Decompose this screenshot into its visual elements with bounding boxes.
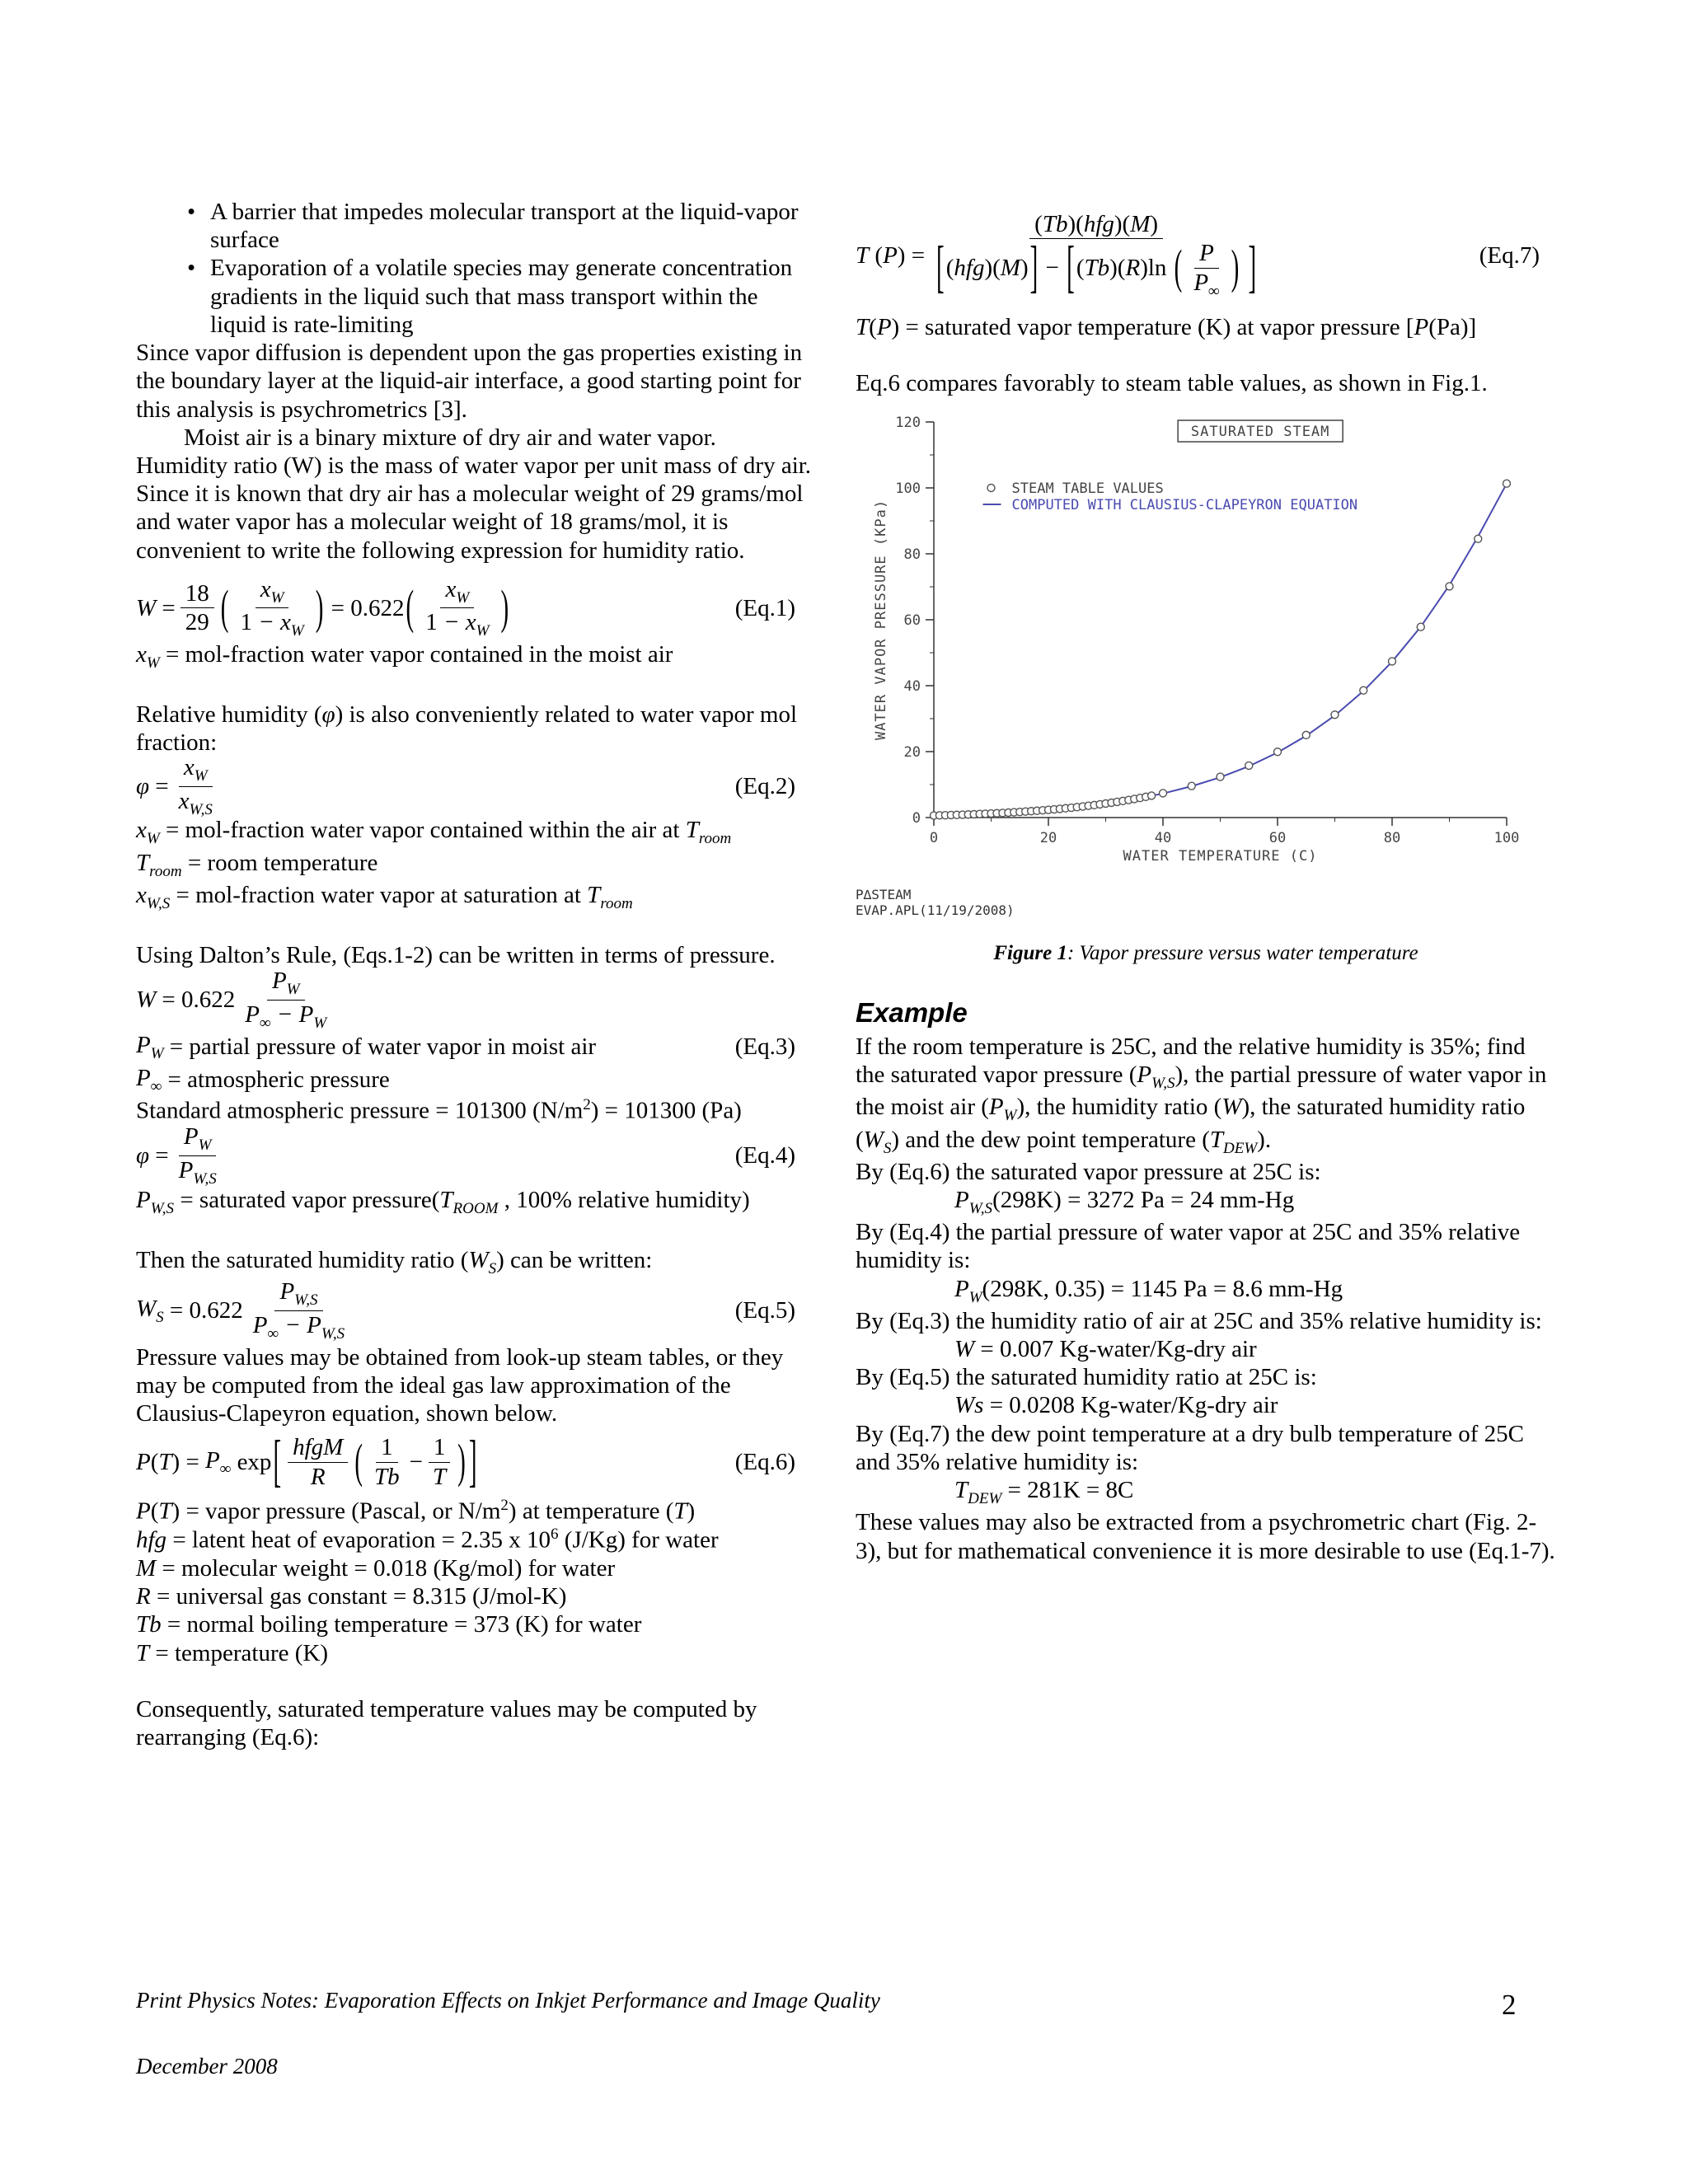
example-result: Ws = 0.0208 Kg-water/Kg-dry air xyxy=(954,1392,1278,1419)
x-axis-label: WATER TEMPERATURE (C) xyxy=(1123,848,1318,865)
equation-3-def: $P_\infty$ = atmospheric pressure xyxy=(136,1064,390,1095)
y-tick-label: 100 xyxy=(895,480,921,498)
right-column xyxy=(856,198,1556,1565)
legend-marker-steam-table xyxy=(987,485,995,492)
example-result: $P_W(298K$, 0.35) = 1145 Pa = 8.6 mm-Hg xyxy=(954,1275,1343,1306)
figure-caption-text: : Vapor pressure versus water temperature xyxy=(1067,942,1418,965)
definition: M = molecular weight = 0.018 (Kg/mol) for water xyxy=(136,1555,616,1582)
data-point xyxy=(1417,624,1424,631)
paragraph: Since vapor diffusion is dependent upon the gas properties existing in the boundary layer at the liquid-air interface, a good starting point for this analysis is psychrometrics [3]. xyxy=(136,340,803,423)
example-step: By (Eq.7) the dew point temperature at a dry bulb temperature of 25C and 35% relative humidity is: xyxy=(856,1420,1524,1475)
y-tick-label: 40 xyxy=(903,678,921,696)
paragraph: Relative humidity (φ) is also conveniently related to water vapor mol fraction: xyxy=(136,701,798,757)
definition: $x_{W,S}$ = mol-fraction water vapor at saturation at $T_{room}$ xyxy=(136,881,633,912)
equation-3-def: $P_W$ = partial pressure of water vapor in moist air (Eq.3) xyxy=(136,1031,795,1062)
definition: $T_{room}$ = room temperature xyxy=(136,849,378,880)
data-point xyxy=(1148,792,1156,799)
equation-7: T ( P ) = (Tb)(hfg)(M) [(hfg)(M)] − [(Tb)(R)ln ( $\frac{P}{P_\infty}$ ) ] (Eq.7) xyxy=(856,210,1540,300)
equation-6: P ( T ) = $P_\infty$ exp [ $\frac{\text{hfgM}}{R}$ ( $\frac{1}{Tb}$ − $\frac{1}{T}$ ) ] (Eq.6) xyxy=(136,1430,795,1494)
equation-tag: (Eq.2) xyxy=(734,773,795,800)
definition: $x_W$ = mol-fraction water vapor contained in the moist air xyxy=(136,640,673,672)
data-point xyxy=(1160,790,1167,797)
equation-tag: (Eq.1) xyxy=(734,594,795,621)
definition: Tb = normal boiling temperature = 373 (K) for water xyxy=(136,1611,642,1638)
bullet-item: • Evaporation of a volatile species may generate concentration gradients in the liquid such that mass transport within the liquid is rate-limiting xyxy=(136,254,812,339)
example-result: $P_{W,S}(298K) = 3272$ Pa = 24 mm-Hg xyxy=(954,1186,1295,1217)
definition: hfg = latent heat of evaporation = 2.35 x $10^6$ (J/Kg) for water xyxy=(136,1526,719,1554)
data-point xyxy=(1217,774,1224,781)
equation-tag: (Eq.5) xyxy=(734,1297,795,1324)
chart-footer-line: EVAP.APL(11/19/2008) xyxy=(856,902,1015,918)
y-tick-label: 120 xyxy=(895,415,921,432)
definition: $P_{W,S}$ = saturated vapor $pressure(T_{ROOM}$ , 100% relative humidity) xyxy=(136,1187,750,1217)
x-tick-label: 100 xyxy=(1493,830,1520,847)
example-heading: Example xyxy=(856,996,968,1028)
x-tick-label: 40 xyxy=(1154,830,1172,847)
paragraph: Moist air is a binary mixture of dry air and water vapor. Humidity ratio (W) is the mass of water vapor per unit mass of dry air. Since it is known that dry air has a molecular weight of 29 grams/mol and water vapor has a molecular weight of 18 grams/mol, it is convenient to write the following expression for humidity ratio. xyxy=(136,424,812,564)
data-point xyxy=(1245,762,1253,770)
paragraph: Then the saturated humidity ratio $(W_S)$ can be written: xyxy=(136,1247,653,1278)
legend-label-computed: COMPUTED WITH CLAUSIUS-CLAPEYRON EQUATION xyxy=(1011,497,1358,514)
page-number: 2 xyxy=(1502,1989,1517,2021)
bullet-list xyxy=(136,198,812,339)
definition: T = temperature (K) xyxy=(136,1639,328,1666)
definition: P(T) = vapor pressure (Pascal, or $N/m^2$) at temperature (T) xyxy=(136,1497,696,1525)
data-point xyxy=(1274,748,1282,756)
example-result: $T_{DEW} = 281K = 8C$ xyxy=(954,1477,1134,1507)
chart-svg xyxy=(856,405,1556,883)
example-step: By (Eq.6) the saturated vapor pressure at 25C is: xyxy=(856,1158,1321,1185)
data-point xyxy=(1475,536,1482,543)
equation-tag: (Eq.6) xyxy=(734,1449,795,1476)
equation-3: W = 0.622 $\frac{P_W}{P_\infty - P_W}$ xyxy=(136,968,327,1032)
equation-4: φ = $\frac{P_W}{P_{W,S}}$ (Eq.4) xyxy=(136,1122,795,1188)
definition: R = universal gas constant = 8.315 (J/mol-K) xyxy=(136,1583,567,1610)
chart-title: SATURATED STEAM xyxy=(1190,424,1330,441)
example-step: By (Eq.3) the humidity ratio of air at 25C and 35% relative humidity is: xyxy=(856,1307,1542,1334)
data-point xyxy=(1503,480,1511,488)
paragraph: These values may also be extracted from a psychrometric chart (Fig. 2-3), but for mathematical convenience it is more desirable to use (Eq.1-7). xyxy=(856,1509,1555,1564)
chart-footer-line: P∆STEAM xyxy=(856,887,912,903)
chart-footer xyxy=(856,888,1015,918)
x-tick-label: 80 xyxy=(1383,830,1401,847)
equation-5: $W_S$ = 0.622 $\frac{P_{W,S}}{P_\infty - P_{W,S}}$ (Eq.5) xyxy=(136,1278,795,1343)
figure-caption-label: Figure 1 xyxy=(993,942,1067,965)
data-point xyxy=(1389,658,1396,665)
data-point xyxy=(1188,783,1195,790)
legend-label-steam-table: STEAM TABLE VALUES xyxy=(1011,480,1164,498)
example-result: W = 0.007 Kg-water/Kg-dry air xyxy=(954,1335,1257,1362)
paragraph: If the room temperature is 25C, and the relative humidity is 35%; find the saturated vapor pressure $(P_{W,S})$, the partial pressure of water vapor in the moist air $(P_W)$, the humidity ratio (W), the saturated humidity ratio $(W_S)$ and the dew point temperature $(T_{DEW})$. xyxy=(856,1033,1547,1157)
equation-2: φ = $\frac{x_W}{x_{W,S}}$ (Eq.2) xyxy=(136,754,795,818)
definition: Standard atmospheric pressure = 101300 $(N/m^2) = 101300$ (Pa) xyxy=(136,1096,742,1124)
definition: T(P) = saturated vapor temperature (K) at vapor pressure [P(Pa)] xyxy=(856,314,1477,340)
left-column xyxy=(136,198,812,1751)
definition: $x_W$ = mol-fraction water vapor contained within the air at $T_{room}$ xyxy=(136,817,732,848)
equation-tag: (Eq.7) xyxy=(1479,241,1540,269)
footer-title: Print Physics Notes: Evaporation Effects on Inkjet Performance and Image Quality xyxy=(136,1988,880,2013)
paragraph: Consequently, saturated temperature values may be computed by rearranging (Eq.6): xyxy=(136,1695,757,1751)
x-tick-label: 20 xyxy=(1039,830,1057,847)
figure-1-chart xyxy=(856,405,1556,933)
bullet-item: • A barrier that impedes molecular transport at the liquid-vapor surface xyxy=(136,198,812,254)
figure-caption xyxy=(856,941,1556,966)
y-tick-label: 60 xyxy=(903,612,921,630)
y-tick-label: 80 xyxy=(903,546,921,564)
y-tick-label: 20 xyxy=(903,744,921,762)
y-axis-label: WATER VAPOR PRESSURE (KPa) xyxy=(873,499,889,741)
paragraph: Eq.6 compares favorably to steam table values, as shown in Fig.1. xyxy=(856,370,1488,397)
paragraph: Using Dalton’s Rule, (Eqs.1-2) can be written in terms of pressure. xyxy=(136,942,776,969)
series-line-computed xyxy=(934,484,1507,816)
equation-1: W = $\frac{18}{29}$ ( $\frac{x_W}{1 - x_W}$ ) = 0.622 ( $\frac{x_W}{1 - x_W}$ ) (Eq.1) xyxy=(136,575,795,640)
footer-date: December 2008 xyxy=(136,2054,278,2079)
data-point xyxy=(1446,583,1453,590)
x-tick-label: 0 xyxy=(929,830,939,847)
data-point xyxy=(1331,711,1339,719)
example-step: By (Eq.5) the saturated humidity ratio at 25C is: xyxy=(856,1364,1317,1391)
equation-tag: (Eq.3) xyxy=(734,1033,795,1061)
data-point xyxy=(1302,732,1310,739)
equation-tag: (Eq.4) xyxy=(734,1142,795,1169)
y-tick-label: 0 xyxy=(912,810,921,827)
x-tick-label: 60 xyxy=(1268,830,1287,847)
data-point xyxy=(1360,687,1367,695)
example-step: By (Eq.4) the partial pressure of water vapor at 25C and 35% relative humidity is: xyxy=(856,1219,1521,1274)
paragraph: Pressure values may be obtained from look-up steam tables, or they may be computed from the ideal gas law approximation of the Clausius-Clapeyron equation, shown below. xyxy=(136,1343,784,1427)
